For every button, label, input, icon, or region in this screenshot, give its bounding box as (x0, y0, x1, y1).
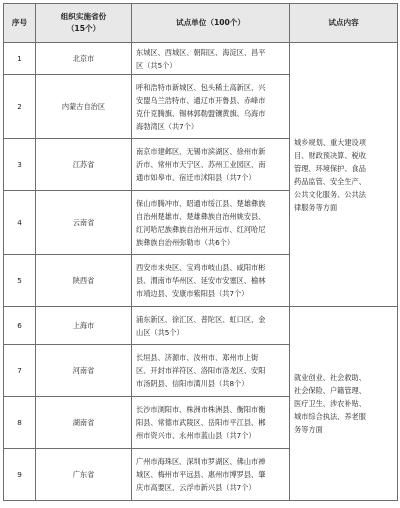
row-units (132, 345, 290, 397)
content-line: 目、财政预决算、税收 (294, 150, 366, 160)
content-line: 务等方面 (294, 425, 323, 434)
row-province: 北京市 (36, 43, 132, 75)
units-line: 西安市未央区、宝鸡市岐山县、咸阳市彬 (136, 263, 266, 272)
content-line: 社会保险、户籍管理、 (294, 386, 366, 395)
units-line: 自治州楚雄市、楚雄彝族自治州姚安县、 (136, 211, 266, 221)
content-line: 城市综合执法、养老服 (294, 412, 366, 421)
row-no: 2 (4, 75, 36, 139)
units-line: 区、开封市祥符区、洛阳市洛龙区、安阳 (136, 366, 266, 375)
units-line: 保山市腾冲市、昭通市绥江县、楚雄彝族 (136, 198, 266, 208)
units-line: 族彝族自治州弥勒市（共6个） (136, 237, 235, 247)
content-line: 律服务等方面 (294, 202, 338, 212)
header-province-line2: （15个） (66, 24, 101, 33)
units-line: 长垣县、济源市、汝州市、郑州市上街 (136, 353, 259, 362)
row-province: 湖南省 (36, 397, 132, 449)
header-no: 序号 (4, 4, 36, 43)
content-line: 管理、环境保护、食品 (294, 163, 366, 173)
units-line: 呼和浩特市新城区、包头稀土高新区、兴 (136, 82, 266, 92)
row-units (132, 43, 290, 75)
units-line: 市汤阴县、信阳市潢川县（共8个） (136, 379, 249, 388)
row-no: 9 (4, 449, 36, 501)
row-province: 陕西省 (36, 255, 132, 307)
row-units (132, 307, 290, 345)
units-line: 安盟乌兰浩特市、通辽市开鲁县、赤峰市 (136, 95, 266, 105)
table-row (4, 43, 398, 75)
units-line: 克什克腾旗、锡林郭勒盟镶黄旗、乌海市 (136, 108, 266, 118)
units-line: 南京市建邺区、无锡市滨湖区、徐州市新 (136, 147, 266, 156)
units-line: 县、渭南市华州区、延安市安塞区、榆林 (136, 276, 266, 285)
row-province: 云南省 (36, 191, 132, 255)
content-group-2 (290, 307, 398, 501)
units-line: 区（共5个） (136, 60, 177, 70)
header-row (4, 4, 398, 43)
units-line: 城区、梅州市平远县、惠州市博罗县、肇 (136, 470, 266, 479)
units-line: 通市如皋市、宿迁市沭阳县（共7个） (136, 173, 256, 182)
pilot-table (3, 3, 398, 501)
units-line: 广州市海珠区、深圳市罗湖区、佛山市禅 (136, 457, 266, 466)
row-province: 河南省 (36, 345, 132, 397)
units-line: 市靖边县、安康市紫阳县（共7个） (136, 289, 249, 298)
units-line: 阳县、常德市武陵区、岳阳市平江县、郴 (136, 418, 266, 427)
row-no: 4 (4, 191, 36, 255)
row-province: 广东省 (36, 449, 132, 501)
row-no: 5 (4, 255, 36, 307)
units-line: 沂市、常州市天宁区、苏州工业园区、南 (136, 160, 266, 169)
header-units: 试点单位（100个） (132, 4, 290, 43)
units-line: 浦东新区、徐汇区、普陀区、虹口区、金 (136, 314, 266, 324)
units-line: 庆市高要区、云浮市新兴县（共7个） (136, 483, 256, 492)
content-line: 城乡规划、重大建设项 (294, 137, 366, 147)
row-no: 7 (4, 345, 36, 397)
row-units (132, 449, 290, 501)
row-province: 上海市 (36, 307, 132, 345)
row-units (132, 397, 290, 449)
header-province-line1: 组织实施省份 (60, 12, 107, 21)
row-units (132, 191, 290, 255)
row-units (132, 139, 290, 191)
units-line: 东城区、西城区、朝阳区、海淀区、昌平 (136, 47, 266, 57)
row-units (132, 255, 290, 307)
units-line: 长沙市浏阳市、株洲市株洲县、衡阳市衡 (136, 405, 266, 414)
row-no: 3 (4, 139, 36, 191)
units-line: 山区（共5个） (136, 327, 184, 337)
content-line: 就业创业、社会救助、 (294, 373, 366, 382)
header-province (36, 4, 132, 43)
content-line: 药品监管、安全生产、 (294, 176, 366, 186)
content-group-1 (290, 43, 398, 307)
units-line: 海勃湾区（共7个） (136, 121, 199, 131)
header-content: 试点内容 (290, 4, 398, 43)
row-units (132, 75, 290, 139)
row-province: 江苏省 (36, 139, 132, 191)
units-line: 州市资兴市、永州市蓝山县（共7个） (136, 431, 256, 440)
row-no: 8 (4, 397, 36, 449)
row-province: 内蒙古自治区 (36, 75, 132, 139)
content-line: 公共文化服务、公共法 (294, 189, 366, 199)
row-no: 1 (4, 43, 36, 75)
units-line: 红河哈尼族彝族自治州开远市、红河哈尼 (136, 224, 266, 234)
row-no: 6 (4, 307, 36, 345)
table-row (4, 307, 398, 345)
content-line: 医疗卫生、涉农补贴、 (294, 399, 366, 408)
